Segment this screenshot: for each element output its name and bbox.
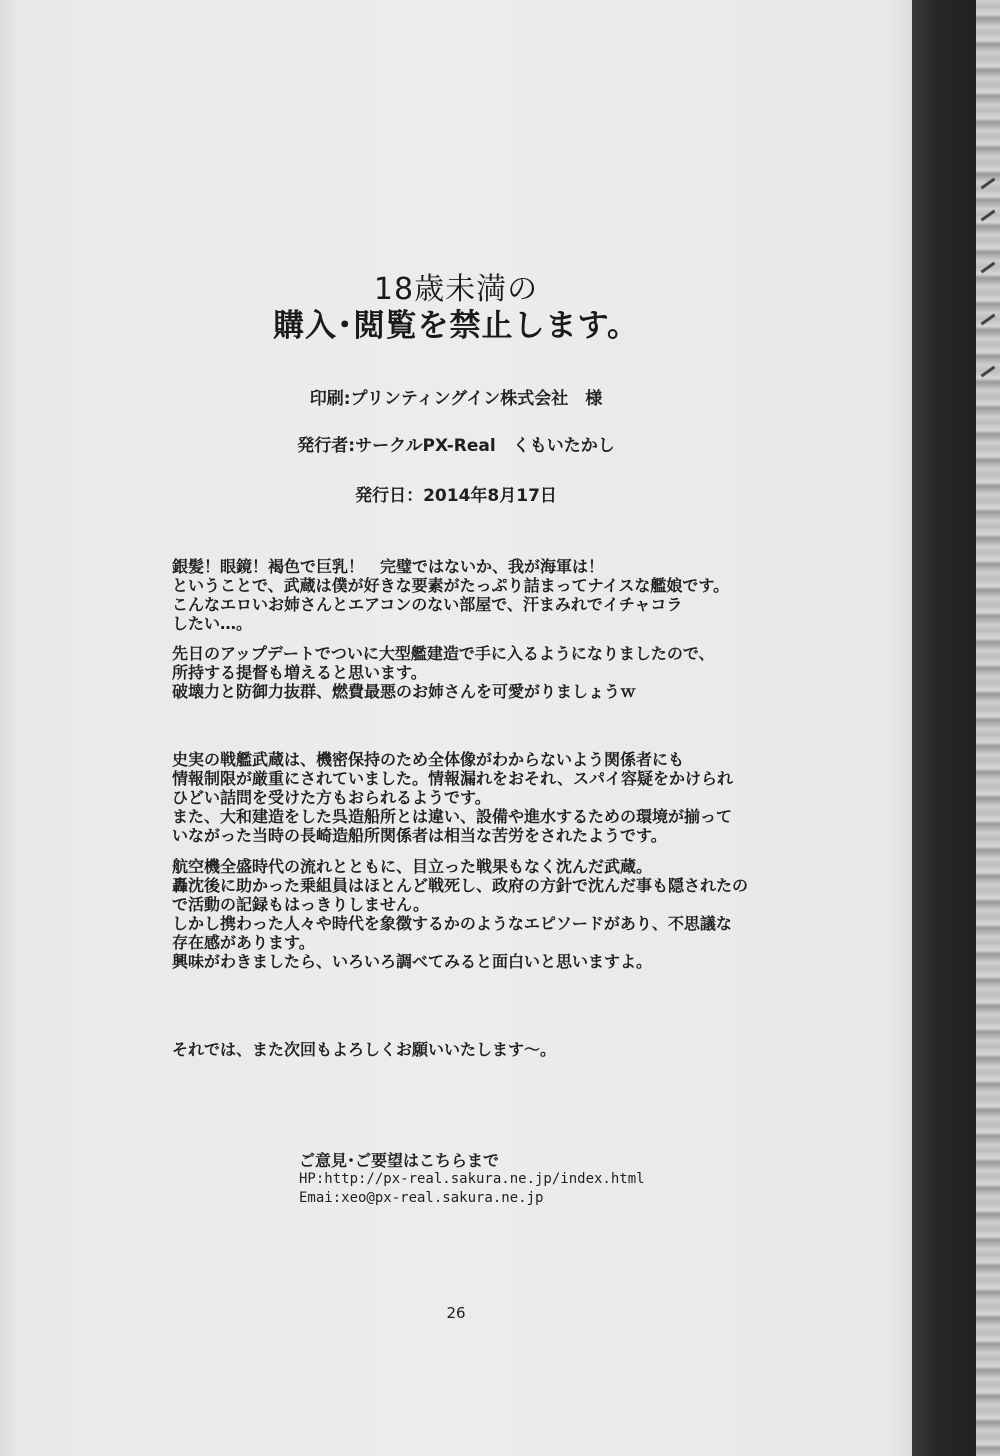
text-line: ということで、武蔵は僕が好きな要素がたっぷり詰まってナイスな艦娘です。 bbox=[172, 576, 730, 595]
afterword-paragraph-3 bbox=[172, 750, 812, 845]
text-line: こんなエロいお姉さんとエアコンのない部屋で、汗まみれでイチャコラ bbox=[172, 595, 683, 614]
text-line: いながった当時の長崎造船所関係者は相当な苦労をされたようです。 bbox=[172, 826, 667, 845]
age-warning-line-1: 18歳未満の bbox=[373, 272, 539, 307]
text-line: それでは、また次回もよろしくお願いいたします～。 bbox=[172, 1040, 557, 1059]
afterword-paragraph-4 bbox=[172, 857, 812, 971]
text-line: 破壊力と防御力抜群、燃費最悪のお姉さんを可愛がりましょうｗ bbox=[172, 682, 637, 701]
printer-credit: 印刷:プリンティングイン株式会社 様 bbox=[309, 389, 603, 409]
publish-date: 発行日：2014年8月17日 bbox=[355, 486, 557, 506]
text-line: 先日のアップデートでついに大型艦建造で手に入るようになりましたので、 bbox=[172, 644, 715, 663]
page-number: 26 bbox=[446, 1304, 466, 1322]
publisher-credit: 発行者:サークルPX-Real くもいたかし bbox=[297, 436, 615, 456]
homepage-url: HP:http://px-real.sakura.ne.jp/index.html bbox=[299, 1171, 645, 1187]
closing-line bbox=[172, 1040, 812, 1059]
email-address: Emai:xeo@px-real.sakura.ne.jp bbox=[299, 1190, 544, 1206]
text-line: 史実の戦艦武蔵は、機密保持のため全体像がわからないよう関係者にも bbox=[172, 750, 685, 769]
afterword-paragraph-1 bbox=[172, 557, 812, 633]
text-line: ひどい詰問を受けた方もおられるようです。 bbox=[172, 788, 491, 807]
text-line: 轟沈後に助かった乗組員はほとんど戦死し、政府の方針で沈んだ事も隠されたの bbox=[172, 876, 749, 895]
text-line: したい…。 bbox=[172, 614, 253, 633]
text-line: で活動の記録もはっきりしません。 bbox=[172, 895, 429, 914]
text-line: 航空機全盛時代の流れとともに、目立った戦果もなく沈んだ武蔵。 bbox=[172, 857, 653, 876]
contact-info bbox=[299, 1151, 645, 1208]
text-line: 情報制限が厳重にされていました。情報漏れをおそれ、スパイ容疑をかけられ bbox=[172, 769, 733, 788]
text-line: 興味がわきましたら、いろいろ調べてみると面白いと思いますよ。 bbox=[172, 952, 653, 971]
text-line: 銀髪！眼鏡！褐色で巨乳！ 完璧ではないか、我が海軍は！ bbox=[172, 557, 605, 576]
text-line: 所持する提督も増えると思います。 bbox=[172, 663, 427, 682]
binding-edge bbox=[912, 0, 976, 1456]
age-warning-line-2: 購入･閲覧を禁止します。 bbox=[272, 308, 640, 344]
contact-heading: ご意見･ご要望はこちらまで bbox=[299, 1151, 500, 1170]
afterword-paragraph-2 bbox=[172, 644, 812, 701]
adjacent-page-edge bbox=[976, 0, 1000, 1456]
text-line: また、大和建造をした呉造船所とは違い、設備や進水するための環境が揃って bbox=[172, 807, 733, 826]
text-line: しかし携わった人々や時代を象徴するかのようなエピソードがあり、不思議な bbox=[172, 914, 732, 933]
text-line: 存在感があります。 bbox=[172, 933, 315, 952]
